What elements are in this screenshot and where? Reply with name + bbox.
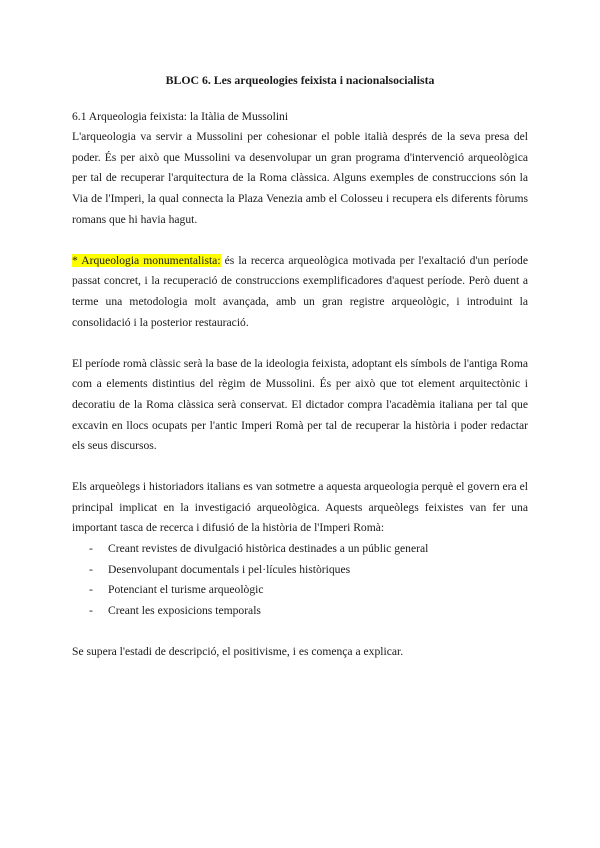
- paragraph-monumentalist: [72, 251, 528, 333]
- monumentalist-definition: és la recerca arqueològica motivada per l'exaltació d'un període passat concret, i la recuperació de construccions exemplificadores d'aquest període. Però duent a terme una metodologia molt avançada, amb un gran registre arqueològic, i introduint la consolidació i la posterior restauració.: [72, 253, 528, 329]
- list-item: [72, 601, 528, 622]
- bullet-marker: -: [89, 542, 93, 556]
- paragraph-spacer: [72, 333, 528, 354]
- bullet-marker: -: [89, 583, 93, 597]
- document-page: [72, 70, 528, 663]
- paragraph-conclusion: Se supera l'estadi de descripció, el positivisme, i es comença a explicar.: [72, 645, 404, 659]
- list-item: [72, 539, 528, 560]
- bullet-marker: -: [89, 562, 93, 576]
- bullet-list: [72, 539, 528, 621]
- list-item-text: Creant revistes de divulgació històrica destinades a un públic general: [108, 542, 429, 556]
- highlighted-term: * Arqueologia monumentalista:: [72, 253, 221, 267]
- list-item-text: Potenciant el turisme arqueològic: [108, 583, 264, 597]
- bullet-marker: -: [89, 603, 93, 617]
- section-heading: 6.1 Arqueologia feixista: la Itàlia de Mussolini: [72, 109, 289, 123]
- list-item: [72, 560, 528, 581]
- list-item-text: Creant les exposicions temporals: [108, 603, 261, 617]
- list-item-text: Desenvolupant documentals i pel·lícules històriques: [108, 562, 351, 576]
- paragraph-intro: L'arqueologia va servir a Mussolini per cohesionar el poble italià després de la seva presa del poder. És per això que Mussolini va desenvolupar un gran programa d'intervenció arqueològica per tal de recuperar l'arquitectura de la Roma clàssica. Alguns exemples de construccions són la Via de l'Imperi, la qual connecta la Plaza Venezia amb el Colosseu i recupera els diferents fòrums romans que hi havia hagut.: [72, 130, 528, 226]
- paragraph-spacer: [72, 621, 528, 642]
- paragraph-archaeologists: Els arqueòlegs i historiadors italians es van sotmetre a aquesta arqueologia perquè el govern era el principal implicat en la investigació arqueològica. Aquests arqueòlegs feixistes van fer una important tasca de recerca i difusió de la història de l'Imperi Romà:: [72, 480, 528, 535]
- paragraph-spacer: [72, 457, 528, 478]
- paragraph-spacer: [72, 230, 528, 251]
- document-title: BLOC 6. Les arqueologies feixista i nacionalsocialista: [165, 73, 435, 87]
- list-item: [72, 580, 528, 601]
- paragraph-roman-period: El període romà clàssic serà la base de la ideologia feixista, adoptant els símbols de l'antiga Roma com a elements distintius del règim de Mussolini. És per això que tot element arquitectònic i decoratiu de la Roma clàssica serà conservat. El dictador compra l'acadèmia italiana per tal que excavin en llocs ocupats per l'antic Imperi Romà per tal de recuperar la història i poder redactar els seus discursos.: [72, 356, 528, 453]
